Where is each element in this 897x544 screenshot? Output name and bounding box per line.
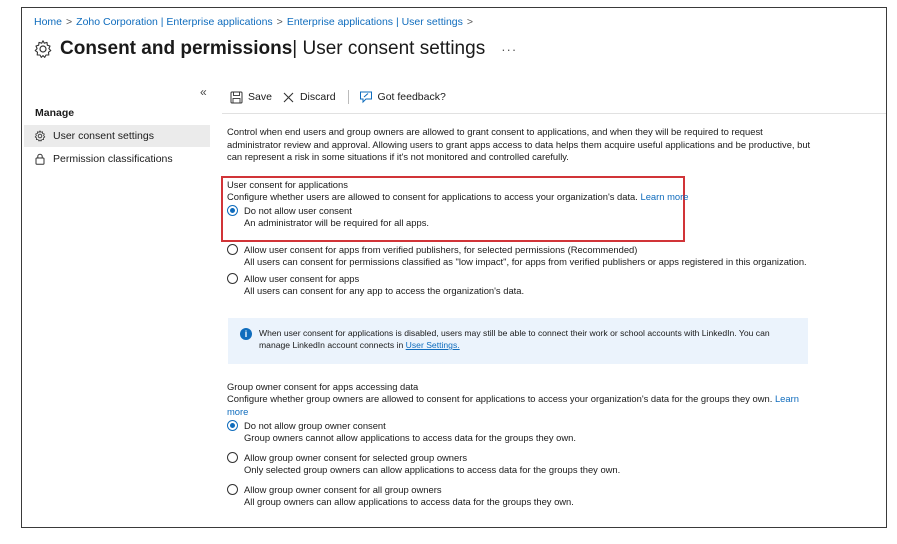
group-consent-section-desc bbox=[227, 393, 819, 418]
breadcrumb-user-settings[interactable]: Enterprise applications | User settings bbox=[286, 16, 463, 28]
radio-selected-icon bbox=[227, 420, 238, 431]
user-consent-desc-text: Configure whether users are allowed to consent for applications to access your organization's data. bbox=[227, 191, 638, 202]
radio-description: All users can consent for permissions classified as "low impact", for apps from verified publishers or apps registered in this organization. bbox=[244, 256, 807, 267]
learn-more-link[interactable]: Learn more bbox=[640, 191, 689, 202]
radio-description: All group owners can allow applications to access data for the groups they own. bbox=[244, 496, 574, 507]
radio-label: Allow user consent for apps bbox=[244, 273, 360, 284]
more-options-icon[interactable]: ··· bbox=[501, 41, 518, 57]
radio-selected-icon bbox=[227, 205, 238, 216]
intro-text: Control when end users and group owners are allowed to grant consent to applications, and when they will be required to request administrator review and approval. Allowing users to grant apps access to data helps them acquire useful applications and be productive, but can represent a risk in some situations if it's not monitored and controlled carefully. bbox=[227, 126, 811, 162]
toolbar-divider bbox=[348, 90, 349, 104]
radio-user-consent-all-apps[interactable] bbox=[227, 273, 524, 297]
sidebar-item-user-consent-settings[interactable] bbox=[24, 125, 210, 147]
group-consent-desc-text: Configure whether group owners are allowed to consent for applications to access your organization's data for the groups they own. bbox=[227, 393, 773, 404]
radio-label: Allow group owner consent for selected group owners bbox=[244, 452, 468, 463]
radio-description: All users can consent for any app to access the organization's data. bbox=[244, 285, 525, 296]
gear-icon bbox=[33, 39, 53, 59]
breadcrumb-home[interactable]: Home bbox=[34, 16, 63, 28]
command-bar bbox=[230, 90, 456, 104]
breadcrumb bbox=[34, 16, 477, 28]
radio-unselected-icon bbox=[227, 273, 238, 284]
save-icon bbox=[230, 91, 243, 104]
breadcrumb-zoho-enterprise-apps[interactable]: Zoho Corporation | Enterprise applications bbox=[76, 16, 273, 28]
radio-group-consent-do-not-allow[interactable] bbox=[227, 420, 576, 444]
radio-description: An administrator will be required for all apps. bbox=[244, 217, 429, 228]
chevron-right-icon: > bbox=[66, 16, 73, 28]
collapse-sidebar-icon[interactable]: « bbox=[200, 85, 207, 99]
portal-frame bbox=[21, 7, 887, 528]
feedback-label: Got feedback? bbox=[377, 91, 446, 103]
toolbar-divider-line bbox=[222, 113, 886, 114]
info-icon: i bbox=[240, 328, 252, 340]
radio-unselected-icon bbox=[227, 244, 238, 255]
radio-user-consent-verified-publishers[interactable] bbox=[227, 244, 807, 268]
user-consent-section-desc bbox=[227, 191, 827, 204]
radio-label: Do not allow user consent bbox=[244, 205, 352, 216]
lock-icon bbox=[34, 153, 46, 165]
chevron-right-icon: > bbox=[466, 16, 474, 28]
save-label: Save bbox=[248, 91, 272, 103]
radio-label: Allow group owner consent for all group owners bbox=[244, 484, 442, 495]
page-title: Consent and permissions bbox=[60, 38, 293, 59]
sidebar-item-permission-classifications[interactable] bbox=[24, 148, 210, 170]
linkedin-info-banner bbox=[228, 318, 808, 364]
page-subtitle: | User consent settings bbox=[292, 38, 486, 59]
sidebar-heading: Manage bbox=[35, 107, 75, 119]
radio-user-consent-do-not-allow[interactable] bbox=[227, 205, 429, 229]
radio-description: Only selected group owners can allow applications to access data for the groups they own. bbox=[244, 464, 621, 475]
radio-label: Allow user consent for apps from verified publishers, for selected permissions (Recommended) bbox=[244, 244, 638, 255]
radio-unselected-icon bbox=[227, 484, 238, 495]
discard-button[interactable] bbox=[282, 91, 336, 104]
radio-group-consent-selected-owners[interactable] bbox=[227, 452, 620, 476]
sidebar-item-label: Permission classifications bbox=[53, 153, 173, 165]
gear-icon bbox=[34, 130, 46, 142]
close-icon bbox=[282, 91, 295, 104]
feedback-button[interactable] bbox=[359, 90, 446, 104]
radio-unselected-icon bbox=[227, 452, 238, 463]
feedback-icon bbox=[359, 90, 373, 104]
sidebar-item-label: User consent settings bbox=[53, 130, 154, 142]
user-settings-link[interactable]: User Settings. bbox=[405, 340, 460, 350]
radio-label: Do not allow group owner consent bbox=[244, 420, 386, 431]
info-text-block bbox=[259, 327, 789, 351]
user-consent-section-title: User consent for applications bbox=[227, 179, 348, 190]
group-consent-section-title: Group owner consent for apps accessing data bbox=[227, 381, 419, 392]
radio-group-consent-all-owners[interactable] bbox=[227, 484, 574, 508]
radio-description: Group owners cannot allow applications to access data for the groups they own. bbox=[244, 432, 576, 443]
save-button[interactable] bbox=[230, 91, 272, 104]
page-header bbox=[33, 38, 517, 60]
discard-label: Discard bbox=[299, 91, 336, 103]
chevron-right-icon: > bbox=[276, 16, 283, 28]
learn-more-link[interactable]: Learn more bbox=[227, 393, 799, 417]
info-text: When user consent for applications is disabled, users may still be able to connect their work or school accounts with LinkedIn. You can manage LinkedIn account connects in bbox=[259, 328, 770, 350]
